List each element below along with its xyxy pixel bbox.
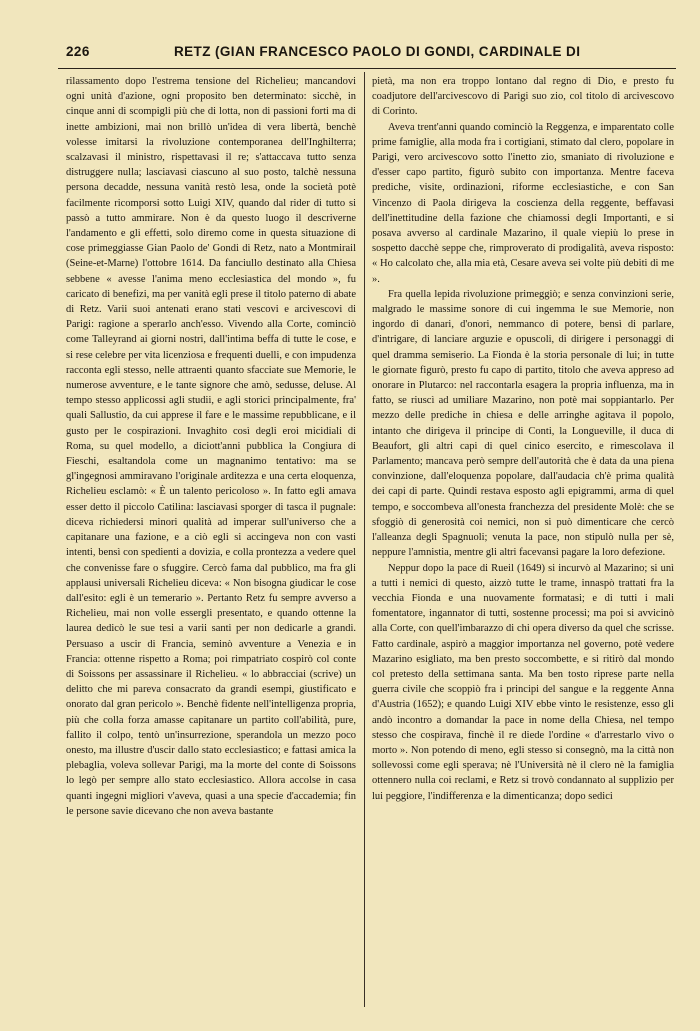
paragraph: Aveva trent'anni quando cominciò la Reggenza, e imparentato colle prime famiglie, alla moda fra i cortigiani, stimato dal clero, popolare in Parigi, vero arcivescovo sotto l'inetto zio, smaniato di rivoluzione e d'esser capo partito, figurò subito con importanza. Mentre faceva prediche, visite, ordinazioni, riforme ecclesiastiche, e con San Vincenzo di Paola dirigeva la coscienza della reggente, beffavasi dell'inettitudine della fazione che chiamossi degli Importanti, e si posava avverso al cardinale Mazarino, il quale viepiù lo prese in sospetto dacchè seppe che, rimproverato di prodigalità, aveva risposto: « Ho calcolato che, alla mia età, Cesare aveva sei volte più debiti di me ». xyxy=(372,121,674,285)
paragraph: Neppur dopo la pace di Rueil (1649) si incurvò al Mazarino; si unì a tutti i nemici di questo, aizzò tutte le trame, innaspò trattati fra la vecchia Fionda e una nuovamente formatasi; e di tutti i mali fomentatore, ingannator di tutti, sostenne processi; ma poi si avvicinò alla Corte, con quell'imbarazzo di chi opera diverso da quel che scrisse. Fatto cardinale, aspirò a maggior importanza nel governo, potè vedere Mazarino esigliato, ma ben presto soccombette, e si ritirò dal mondo col pretesto della settimana santa. Ma ben tosto riprese parte nella guerra civile che scoppiò fra i principi del sangue e la reggente Anna d'Austria (1652); e quando Luigi XIV ebbe vinto le resistenze, esso gli andò incontro a domandar la pace in nome della Chiesa, nel tempo stesso che cospirava, finchè il re diede l'ordine « d'arrestarlo vivo o morto ». Non potendo di meno, egli stesso si consegnò, ma la città non sollevossi come egli sperava; nè l'Università nè il clero nè la famiglia ottennero nulla coi reclami, e Retz si trovò condannato al supplizio per lui peggiore, l'indifferenza e la dimenticanza; dopo sedici xyxy=(372,562,674,802)
right-column xyxy=(372,74,674,804)
column-divider xyxy=(364,72,365,1007)
left-column xyxy=(66,74,356,819)
paragraph: Fra quella lepida rivoluzione primeggiò; e senza convinzioni serie, malgrado le massime sonore di cui ingemma le sue Memorie, non ingordo di danari, d'onori, nemmanco di potere, bensì di parlare, d'intrigare, di lanciare arguzie e opuscoli, di dirigere i personaggi di quel dramma semiserio. La Fionda è la storia personale di lui; in tutte le giornate figurò, presto fu capo di partito, titolo che aveva appreso ad onorare in Plutarco: nel raccontarla esagera la propria influenza, ma in fatto, se riuscì ad umiliare Mazarino, non potè mai soppiantarlo. Per mezzo delle prediche in chiesa e delle arringhe agitava il popolo, intanto che dirigeva il principe di Conti, la Longueville, il duca di Beaufort, gli altri capi di quel cinico esercito, e rimescolava il Parlamento; mancava però sempre dell'autorità che è data da una piena convinzione, dall'eloquenza popolare, dall'audacia ch'è prima qualità dei capi di parte. Quindi restava esposto agli epigrammi, arma di quel tempo, e soccombeva all'onesta franchezza del presidente Molè: che se sfoggiò di generosità coi nemici, non si può dimenticare che cercò l'alleanza degli Spagnuoli; venuta la pace, non stipulò nulla per sè, neppure l'amnistia, mentre gli altri facevansi pagare la loro defezione. xyxy=(372,288,674,559)
header-title: RETZ (GIAN FRANCESCO PAOLO DI GONDI, CARDINALE DI xyxy=(174,44,581,59)
paragraph: pietà, ma non era troppo lontano dal regno di Dio, e presto fu coadjutore dell'arcivescovo di Parigi suo zio, col titolo di arcivescovo di Corinto. xyxy=(372,76,674,118)
running-header xyxy=(66,44,672,64)
header-rule xyxy=(58,68,676,69)
page-number: 226 xyxy=(66,44,90,59)
paragraph: rilassamento dopo l'estrema tensione del Richelieu; mancandovi ogni unità d'azione, ogni proposito ben determinato: sicchè, in cinque anni di scompigli più che di lotta, non di passioni forti ma di inette ambizioni, mai non brillò un'idea di vera libertà, benchè volesse imitarsi la rivoluzione contemporanea dell'Inghilterra; scalzavasi il ministro, rispettavasi il re; s'attaccava tutto senza distruggere nulla; lasciavasi ciascuno al suo posto, talchè nessuna persona decadde, nessuna vanità restò lesa, onde la società potè facilmente ricomporsi sotto Luigi XIV, quando dal rider di tutto si passò a tutto ammirare. Non è da questo luogo il descriverne l'andamento e gli effetti, solo diremo come in questa situazione di cose primeggiasse Gian Paolo de' Gondi di Retz, nato a Montmirail (Seine-et-Marne) l'ottobre 1614. Da fanciullo destinato alla Chiesa sebbene « avesse l'anima meno ecclesiastica del mondo », fu caricato di benefizi, ma per vanità egli prese il titolo paterno di abate di Retz. Varii suoi antenati erano stati vescovi e arcivescovi di Parigi: ragione a sperarlo anch'esso. Vivendo alla Corte, cominciò come Talleyrand ai giorni nostri, dall'intima beffa di tutte le cose, e si rese celebre per vita licenziosa e frequenti duelli, e con impudenza racconta egli stesso, nelle attraenti quanto sfacciate sue Memorie, le numerose avventure, e le tante signore che amò, sedusse, deluse. Al tempo stesso applicossi agli studii, e agli storici principalmente, fra' quali Sallustio, da cui apprese il fare e le massime repubblicane, e il gusto per le cospirazioni. Invaghito così degli eroi micidiali di Roma, su quel modello, a diciott'anni pubblica la Congiura di Fieschi, esaltandola come un magnanimo tentativo: ma se gl'ingegnosi ammiravano l'originale arditezza e una certa eloquenza, Richelieu esclamò: « È un talento pericoloso ». In fatto egli amava esser detto il piccolo Catilina: lasciavasi sporger di tasca il pugnale: diceva richiedersi minori qualità ad imperar sull'universo che a capitanare una fazione, e a ciò egli si accingeva non con vasti intenti, bensì con spedienti a dovizia, e colla prontezza a vedere quel che convenisse fare o sfuggire. Cercò fama dal pubblico, ma fra gli applausi universali Richelieu diceva: « Non bisogna giudicar le cose dall'esito: egli è un temerario ». Pertanto Retz fu sempre avverso a Richelieu, mai non volle essergli presentato, e quando ottenne la laurea dedicò le sue tesi a varii santi per non dedicarle a grandi. Persuaso a uscir di Francia, seminò avventure a Venezia e in Francia: ottenne rispetto a Roma; poi rimpatriato cospirò col conte di Soissons per assassinare il Richelieu. « lo abbracciai (scrive) un delitto che mi pareva consacrato da grandi esempi, giustificato e onorato dal gran pericolo ». Benchè fidente nell'intelligenza propria, più che colla forza amasse capitanare un partito coll'abilità, pure, fallito il colpo, tentò un'insurrezione, sperandola un mezzo poco onesto, ma illustre d'uscir dallo stato ecclesiastico; e fattasi amica la plebaglia, voleva sollevar Parigi, ma la morte del conte di Soissons lo legò per sempre allo stato ecclesiastico. Allora accolse in casa quanti ingegni migliori v'aveva, quasi a una specie d'accademia; fin le persone savie dicevano che non aveva bastante xyxy=(66,76,356,817)
